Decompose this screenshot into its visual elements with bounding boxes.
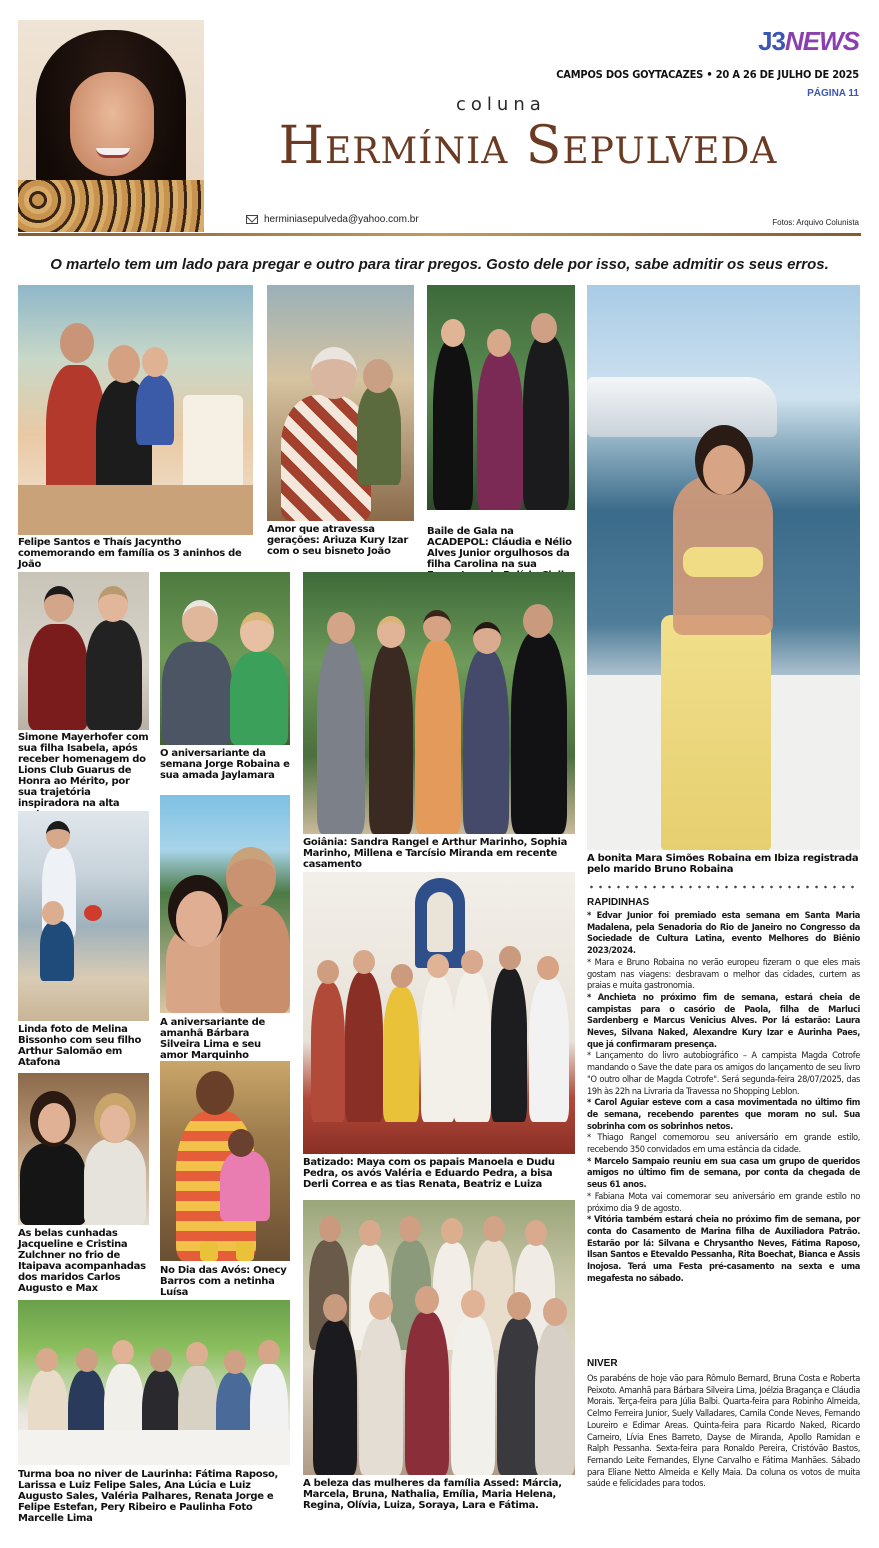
rapidinhas-list [587, 910, 860, 1285]
photo-ariuza-bisneto [267, 285, 414, 521]
column-label: coluna [456, 94, 546, 115]
header-divider [18, 233, 861, 236]
rapidinhas-item: * Carol Aguiar esteve com a casa movimentada no último fim de semana, recebendo parentes que moram no sul. Sua sobrinha com os sobrinhos netos. [587, 1097, 860, 1132]
photo-melina-arthur [18, 811, 149, 1021]
photo-baile-acadepol [427, 285, 575, 510]
photo-familia-assed [303, 1200, 575, 1475]
column-header [0, 0, 879, 240]
rapidinhas-item: * Edvar Junior foi premiado esta semana em Santa Maria Madalena, pela Senadoria do Rio de Janeiro no Congresso da Sociedade de Cultura Latina, evento Melhores do Biênio 2023/2024. [587, 910, 860, 957]
photo-barbara-marquinho [160, 795, 290, 1013]
caption-niver-laurinha: Turma boa no niver de Laurinha: Fátima Raposo, Larissa e Luiz Felipe Sales, Ana Lúcia e Luiz Augusto Sales, Valéria Palhares, Renata Jorge e Felipe Estefan, Pery Ribeiro e Paulinha Foto Marcelle Lima [18, 1469, 279, 1524]
caption-onecy-luisa: No Dia das Avós: Onecy Barros com a netinha Luísa [160, 1265, 287, 1298]
rapidinhas-item: * Thiago Rangel comemorou seu aniversário em grande estilo, recebendo 350 convidados em uma estância da cidade. [587, 1132, 860, 1156]
photo-simone-isabela [18, 572, 149, 730]
niver-text: Os parabéns de hoje vão para Rômulo Bernard, Bruna Costa e Roberta Peixoto. Amanhã para Bárbara Silveira Lima, Joélzia Bragança e Cláudia Morais. Terça-feira para Júlia Balbi. Quarta-feira para Robinho Almeida, Celmo Ferreira Junior, Suely Valladares, Camila Conde Neves, Fernando Loureiro e Edimar Areas. Quinta-feira para Ricardo Naked, Ricardo Carneiro, Lívia Enes Barreto, Dayse de Miranda, Apollo Ramidan e Ralph Pessanha. Sexta-feira para Ronaldo Pereira, Cristóvão Bastos, Fernando Leite Fernandes, Elyne Carvalho e Fátima Manhães. Sábado para Eliane Netto Almeida e Kelly Maia. Da coluna os votos de muita saúde e felicidades para todos. [587, 1373, 860, 1490]
rapidinhas-item: * Marcelo Sampaio reuniu em sua casa um grupo de queridos amigos no último fim de semana, por conta da chegada de seus 61 anos. [587, 1155, 860, 1191]
caption-batizado-maya: Batizado: Maya com os papais Manoela e Dudu Pedra, os avós Valéria e Eduardo Pedra, a bisa Derli Correa e as tias Renata, Beatriz e Luiza [303, 1157, 555, 1190]
caption-jorge-jaylamara: O aniversariante da semana Jorge Robaina e sua amada Jaylamara [160, 748, 290, 781]
photo-credit: Fotos: Arquivo Colunista [772, 218, 859, 227]
caption-simone-isabela: Simone Mayerhofer com sua filha Isabela, após receber homenagem do Lions Club Guarus de Honra ao Mérito, por sua trajetória inspiradora na alta [18, 732, 149, 809]
photo-mara-ibiza [587, 285, 860, 850]
photo-goiania-casamento [303, 572, 575, 834]
photo-cunhadas-zulchner [18, 1073, 149, 1225]
featured-quote: O martelo tem um lado para pregar e outro para tirar pregos. Gosto dele por isso, sabe admitir os seus erros. [50, 256, 829, 273]
rapidinhas-item: * Anchieta no próximo fim de semana, estará cheia de campistas para o casório de Paola, filha de Marluci Sardenberg e Marcus Venicius Alves. Por lá estarão: Laura Neves, Silvana Naked, Alexandre Kury Izar e Aurinha Paes, que já confirmaram presença. [587, 991, 860, 1050]
rapidinhas-title: RAPIDINHAS [587, 897, 650, 908]
photo-niver-laurinha [18, 1300, 290, 1465]
caption-cunhadas-zulchner: As belas cunhadas Jacqueline e Cristina Zulchner no frio de Itaipava acompanhadas dos maridos Carlos Augusto e Max [18, 1228, 146, 1294]
dotted-divider [587, 885, 860, 889]
photo-jorge-jaylamara [160, 572, 290, 745]
envelope-icon [246, 215, 258, 224]
caption-mara-ibiza: A bonita Mara Simões Robaina em Ibiza registrada pelo marido Bruno Robaina [587, 853, 859, 875]
page-number: PÁGINA 11 [807, 88, 859, 99]
column-title: Hermínia Sepulveda [278, 116, 778, 176]
rapidinhas-item: * Lançamento do livro autobiográfico – A campista Magda Cotrofe mandando o Save the date para os amigos do lançamento de seu livro "O outro olhar de Magda Cotrofe". Será segunda-feira 28/07/2025, das 19h às 22h na Livraria da Travessa no Shopping Leblon. [587, 1050, 860, 1097]
niver-title: NIVER [587, 1358, 618, 1369]
columnist-portrait [18, 20, 204, 232]
brand-logo[interactable]: J3NEWS [758, 26, 859, 56]
caption-ariuza-bisneto: Amor que atravessa gerações: Ariuza Kury Izar com o seu bisneto João [267, 524, 408, 557]
caption-goiania-casamento: Goiânia: Sandra Rangel e Arthur Marinho, Sophia Marinho, Millena e Tarcísio Miranda em recente casamento [303, 837, 568, 870]
caption-melina-arthur: Linda foto de Melina Bissonho com seu filho Arthur Salomão em Atafona [18, 1024, 142, 1068]
email-address[interactable]: herminiasepulveda@yahoo.com.br [264, 214, 419, 225]
photo-batizado-maya [303, 872, 575, 1154]
caption-birthday-joao: Felipe Santos e Thaís Jacyntho comemorando em família os 3 aninhos de João [18, 537, 242, 570]
photo-onecy-luisa [160, 1061, 290, 1261]
rapidinhas-item: * Fabiana Mota vai comemorar seu aniversário em grande estilo no próximo dia 9 de agosto. [587, 1190, 860, 1214]
photo-birthday-joao [18, 285, 253, 535]
caption-familia-assed: A beleza das mulheres da família Assed: Márcia, Marcela, Bruna, Nathalia, Emília, Maria Helena, Regina, Olívia, Luiza, Soraya, Lara e Fátima. [303, 1478, 562, 1511]
rapidinhas-item: * Vitória também estará cheia no próximo fim de semana, por conta do Casamento de Marina filha de Auxiliadora Patrão. Estarão por lá: Silvana e Chrysantho Neves, Fátima Raposo, Ilsan Santos e Etevaldo Pessanha, Rita Boechat, Bianca e Assis Inojosa. Terá uma Festa pré-casamento na sexta e uma megafesta no sábado. [587, 1214, 860, 1284]
email-contact[interactable] [246, 214, 419, 225]
caption-barbara-marquinho: A aniversariante de amanhã Bárbara Silveira Lima e seu amor Marquinho [160, 1017, 265, 1061]
caption-baile-acadepol: Baile de Gala na ACADEPOL: Cláudia e Nélio Alves Junior orgulhosos da filha Carolina na sua [427, 526, 572, 570]
dateline: CAMPOS DOS GOYTACAZES • 20 A 26 DE JULHO DE 2025 [556, 68, 859, 81]
rapidinhas-item: * Mara e Bruno Robaina no verão europeu fizeram o que eles mais gostam nas viagens: desbravam o melhor das cidades, curtem as praias e muita gastronomia. [587, 956, 860, 992]
